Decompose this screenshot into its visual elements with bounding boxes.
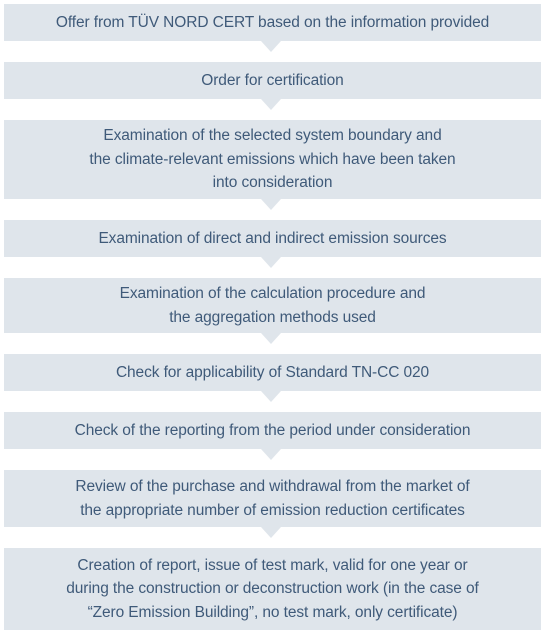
flow-arrow-3: [261, 199, 281, 210]
flow-arrow-5: [261, 333, 281, 344]
step-calculation-procedure-label: Examination of the calculation procedure and the aggregation methods used: [119, 285, 426, 326]
flow-arrow-8: [261, 527, 281, 538]
step-offer-label: Offer from TÜV NORD CERT based on the information provided: [55, 13, 490, 31]
step-emission-sources: [4, 220, 541, 257]
flow-arrow-4: [261, 257, 281, 268]
step-reporting-check: [4, 412, 541, 449]
step-system-boundary: [4, 120, 541, 199]
step-emission-sources-label: Examination of direct and indirect emission sources: [98, 229, 447, 247]
flow-arrow-6: [261, 391, 281, 402]
step-standard-applicability-label: Check for applicability of Standard TN-CC 020: [115, 363, 430, 381]
step-order-label: Order for certification: [201, 71, 344, 89]
step-report-creation-label: Creation of report, issue of test mark, valid for one year or during the construction or deconstruction work (in the case of “Zero Emission Building”, no test mark, only certificate): [66, 556, 479, 621]
step-certificate-review: [4, 470, 541, 527]
step-order: [4, 62, 541, 99]
step-calculation-procedure: [4, 278, 541, 333]
step-standard-applicability: [4, 354, 541, 391]
flow-arrow-7: [261, 449, 281, 460]
step-reporting-check-label: Check of the reporting from the period under consideration: [74, 421, 471, 439]
flow-arrow-1: [261, 41, 281, 52]
step-certificate-review-label: Review of the purchase and withdrawal from the market of the appropriate number of emission reduction certificates: [75, 478, 470, 519]
step-system-boundary-label: Examination of the selected system boundary and the climate-relevant emissions which have been taken into consideration: [89, 127, 456, 192]
step-report-creation: [4, 548, 541, 630]
flow-arrow-2: [261, 99, 281, 110]
step-offer: [4, 4, 541, 41]
